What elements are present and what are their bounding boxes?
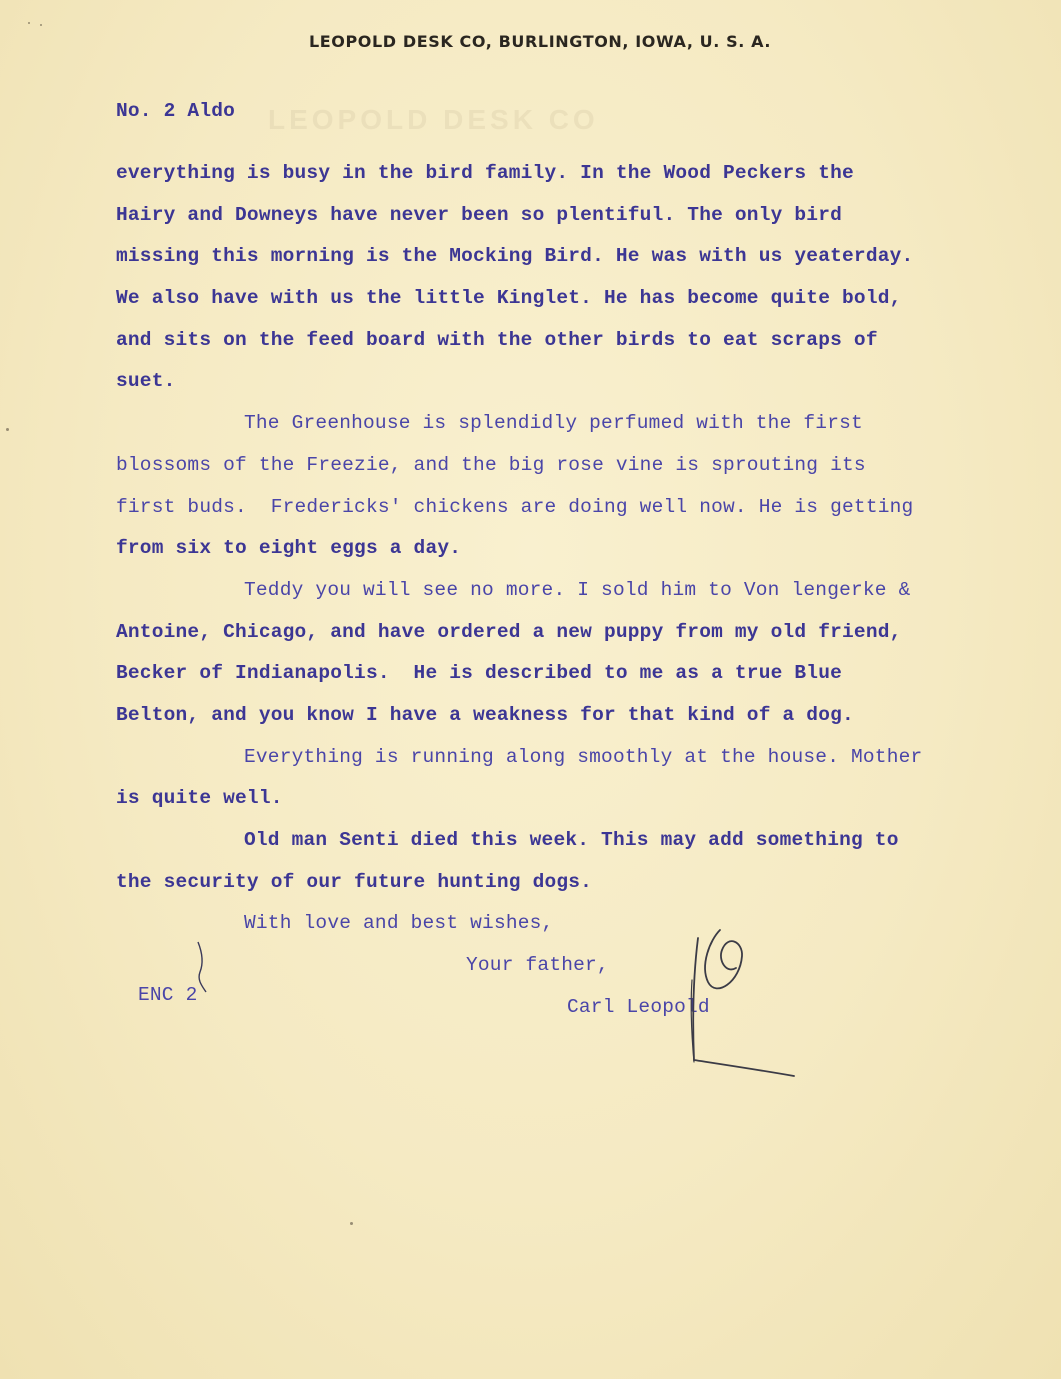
page-label: No. 2 Aldo: [116, 100, 236, 122]
body-line-14: Belton, and you know I have a weakness for that kind of a dog.: [116, 704, 854, 726]
watermark: LEOPOLD DESK CO: [268, 104, 599, 135]
body-line-2: Hairy and Downeys have never been so plentiful. The only bird: [116, 204, 843, 226]
body-line-3: missing this morning is the Mocking Bird. He was with us yeaterday.: [116, 245, 914, 267]
body-line-18: the security of our future hunting dogs.: [116, 871, 593, 893]
body-line-4: We also have with us the little Kinglet. He has become quite bold,: [116, 287, 902, 309]
body-line-11: Teddy you will see no more. I sold him to Von lengerke &: [244, 579, 911, 601]
body-line-13: Becker of Indianapolis. He is described to me as a true Blue: [116, 662, 843, 684]
enclosure-note: ENC 2: [138, 984, 198, 1006]
letterhead: LEOPOLD DESK CO, BURLINGTON, IOWA, U. S. A.: [308, 32, 772, 51]
body-line-19: With love and best wishes,: [244, 912, 554, 934]
body-line-16: is quite well.: [116, 787, 283, 809]
handwritten-signature: [680, 920, 810, 1090]
body-line-7: The Greenhouse is splendidly perfumed with the first: [244, 412, 863, 434]
paper-speck: [350, 1222, 353, 1225]
body-line-8: blossoms of the Freezie, and the big rose vine is sprouting its: [116, 454, 866, 476]
body-line-6: suet.: [116, 370, 176, 392]
body-line-17: Old man Senti died this week. This may add something to: [244, 829, 899, 851]
body-line-5: and sits on the feed board with the other birds to eat scraps of: [116, 329, 878, 351]
body-line-1: everything is busy in the bird family. In the Wood Peckers the: [116, 162, 854, 184]
enclosure-check-mark: [180, 938, 210, 998]
body-line-12: Antoine, Chicago, and have ordered a new puppy from my old friend,: [116, 621, 902, 643]
body-line-10: from six to eight eggs a day.: [116, 537, 462, 559]
closing-salutation: Your father,: [466, 954, 609, 976]
paper-speck: [6, 428, 9, 431]
body-line-15: Everything is running along smoothly at the house. Mother: [244, 746, 923, 768]
closing-name: Carl Leopold: [567, 996, 710, 1018]
paper-speck: [40, 24, 42, 26]
paper-speck: [28, 22, 30, 24]
body-line-9: first buds. Fredericks' chickens are doing well now. He is getting: [116, 496, 914, 518]
